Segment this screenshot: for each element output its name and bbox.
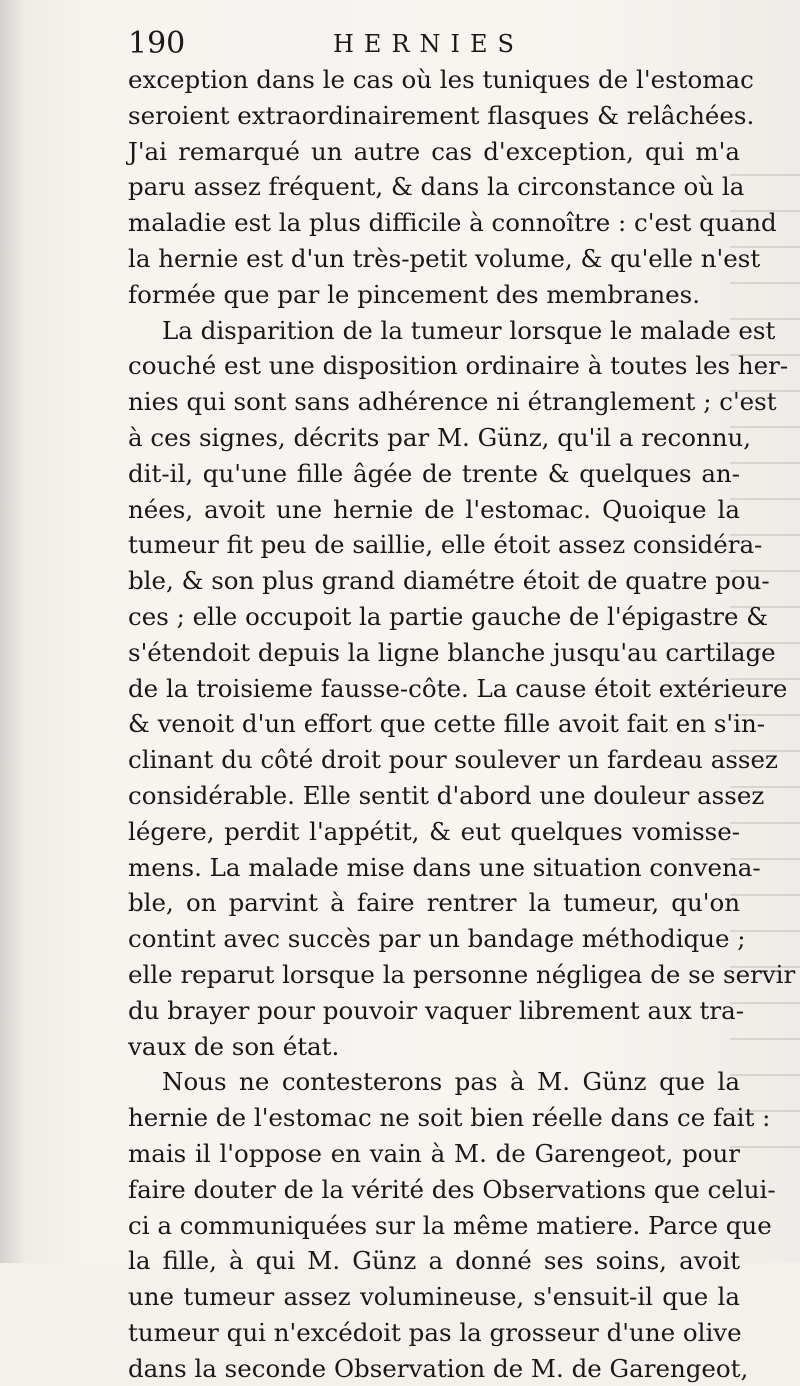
paragraph-start-line: La disparition de la tumeur lorsque le malade est	[162, 315, 776, 345]
text-line: légere, perdit l'appétit, & eut quelques vomisse-	[128, 816, 740, 846]
text-line: vaux de son état.	[128, 1031, 340, 1061]
text-line: elle reparut lorsque la personne négligea de se servir	[128, 959, 796, 989]
text-line: nies qui sont sans adhérence ni étranglement ; c'est	[128, 387, 777, 417]
text-line: considérable. Elle sentit d'abord une douleur assez	[128, 780, 765, 810]
text-line: une tumeur assez volumineuse, s'ensuit-il que la	[128, 1282, 740, 1312]
page-number: 190	[128, 26, 186, 61]
text-line: nées, avoit une hernie de l'estomac. Quoique la	[128, 494, 740, 524]
text-line: faire douter de la vérité des Observations que celui-	[128, 1174, 776, 1204]
text-line: ble, & son plus grand diamétre étoit de quatre pou-	[128, 566, 770, 596]
text-line: la fille, à qui M. Günz a donné ses soins, avoit	[128, 1246, 740, 1276]
text-line: & venoit d'un effort que cette fille avoit fait en s'in-	[128, 709, 766, 739]
text-line: paru assez fréquent, & dans la circonstance où la	[128, 172, 745, 202]
paragraph-start-line: Nous ne contesterons pas à M. Günz que la	[162, 1067, 740, 1097]
text-line: J'ai remarqué un autre cas d'exception, qui m'a	[128, 136, 740, 166]
text-line: mais il l'oppose en vain à M. de Garengeot, pour	[128, 1138, 740, 1168]
text-line: mens. La malade mise dans une situation convena-	[128, 852, 761, 882]
body-text	[128, 62, 796, 1386]
text-line: ble, on parvint à faire rentrer la tumeur, qu'on	[128, 888, 740, 918]
text-line: de la troisieme fausse-côte. La cause étoit extérieure	[128, 673, 788, 703]
text-line: seroient extraordinairement flasques & relâchées.	[128, 100, 755, 130]
text-line: couché est une disposition ordinaire à toutes les her-	[128, 351, 789, 381]
text-line: exception dans le cas où les tuniques de l'estomac	[128, 65, 754, 94]
text-line: la hernie est d'un très-petit volume, & qu'elle n'est	[128, 243, 761, 273]
text-line: du brayer pour pouvoir vaquer librement aux tra-	[128, 995, 744, 1025]
text-line: maladie est la plus difficile à connoître : c'est quand	[128, 208, 777, 238]
running-head: HERNIES	[333, 30, 524, 58]
text-line: dit-il, qu'une fille âgée de trente & quelques an-	[128, 458, 740, 488]
text-line: contint avec succès par un bandage méthodique ;	[128, 924, 746, 954]
text-line: ces ; elle occupoit la partie gauche de l'épigastre &	[128, 601, 769, 631]
text-line: clinant du côté droit pour soulever un fardeau assez	[128, 745, 778, 775]
text-line: dans la seconde Observation de M. de Garengeot,	[128, 1353, 749, 1383]
gutter-shadow	[0, 0, 26, 1263]
text-line: tumeur fit peu de saillie, elle étoit assez considéra-	[128, 530, 763, 560]
text-line: à ces signes, décrits par M. Günz, qu'il a reconnu,	[128, 422, 752, 452]
text-line: formée que par le pincement des membranes.	[128, 279, 701, 309]
text-line: s'étendoit depuis la ligne blanche jusqu'au cartilage	[128, 637, 776, 667]
text-line: tumeur qui n'excédoit pas la grosseur d'une olive	[128, 1317, 742, 1347]
text-line: ci a communiquées sur la même matiere. Parce que	[128, 1210, 772, 1240]
page-header	[128, 26, 738, 66]
text-line: hernie de l'estomac ne soit bien réelle dans ce fait :	[128, 1103, 771, 1133]
